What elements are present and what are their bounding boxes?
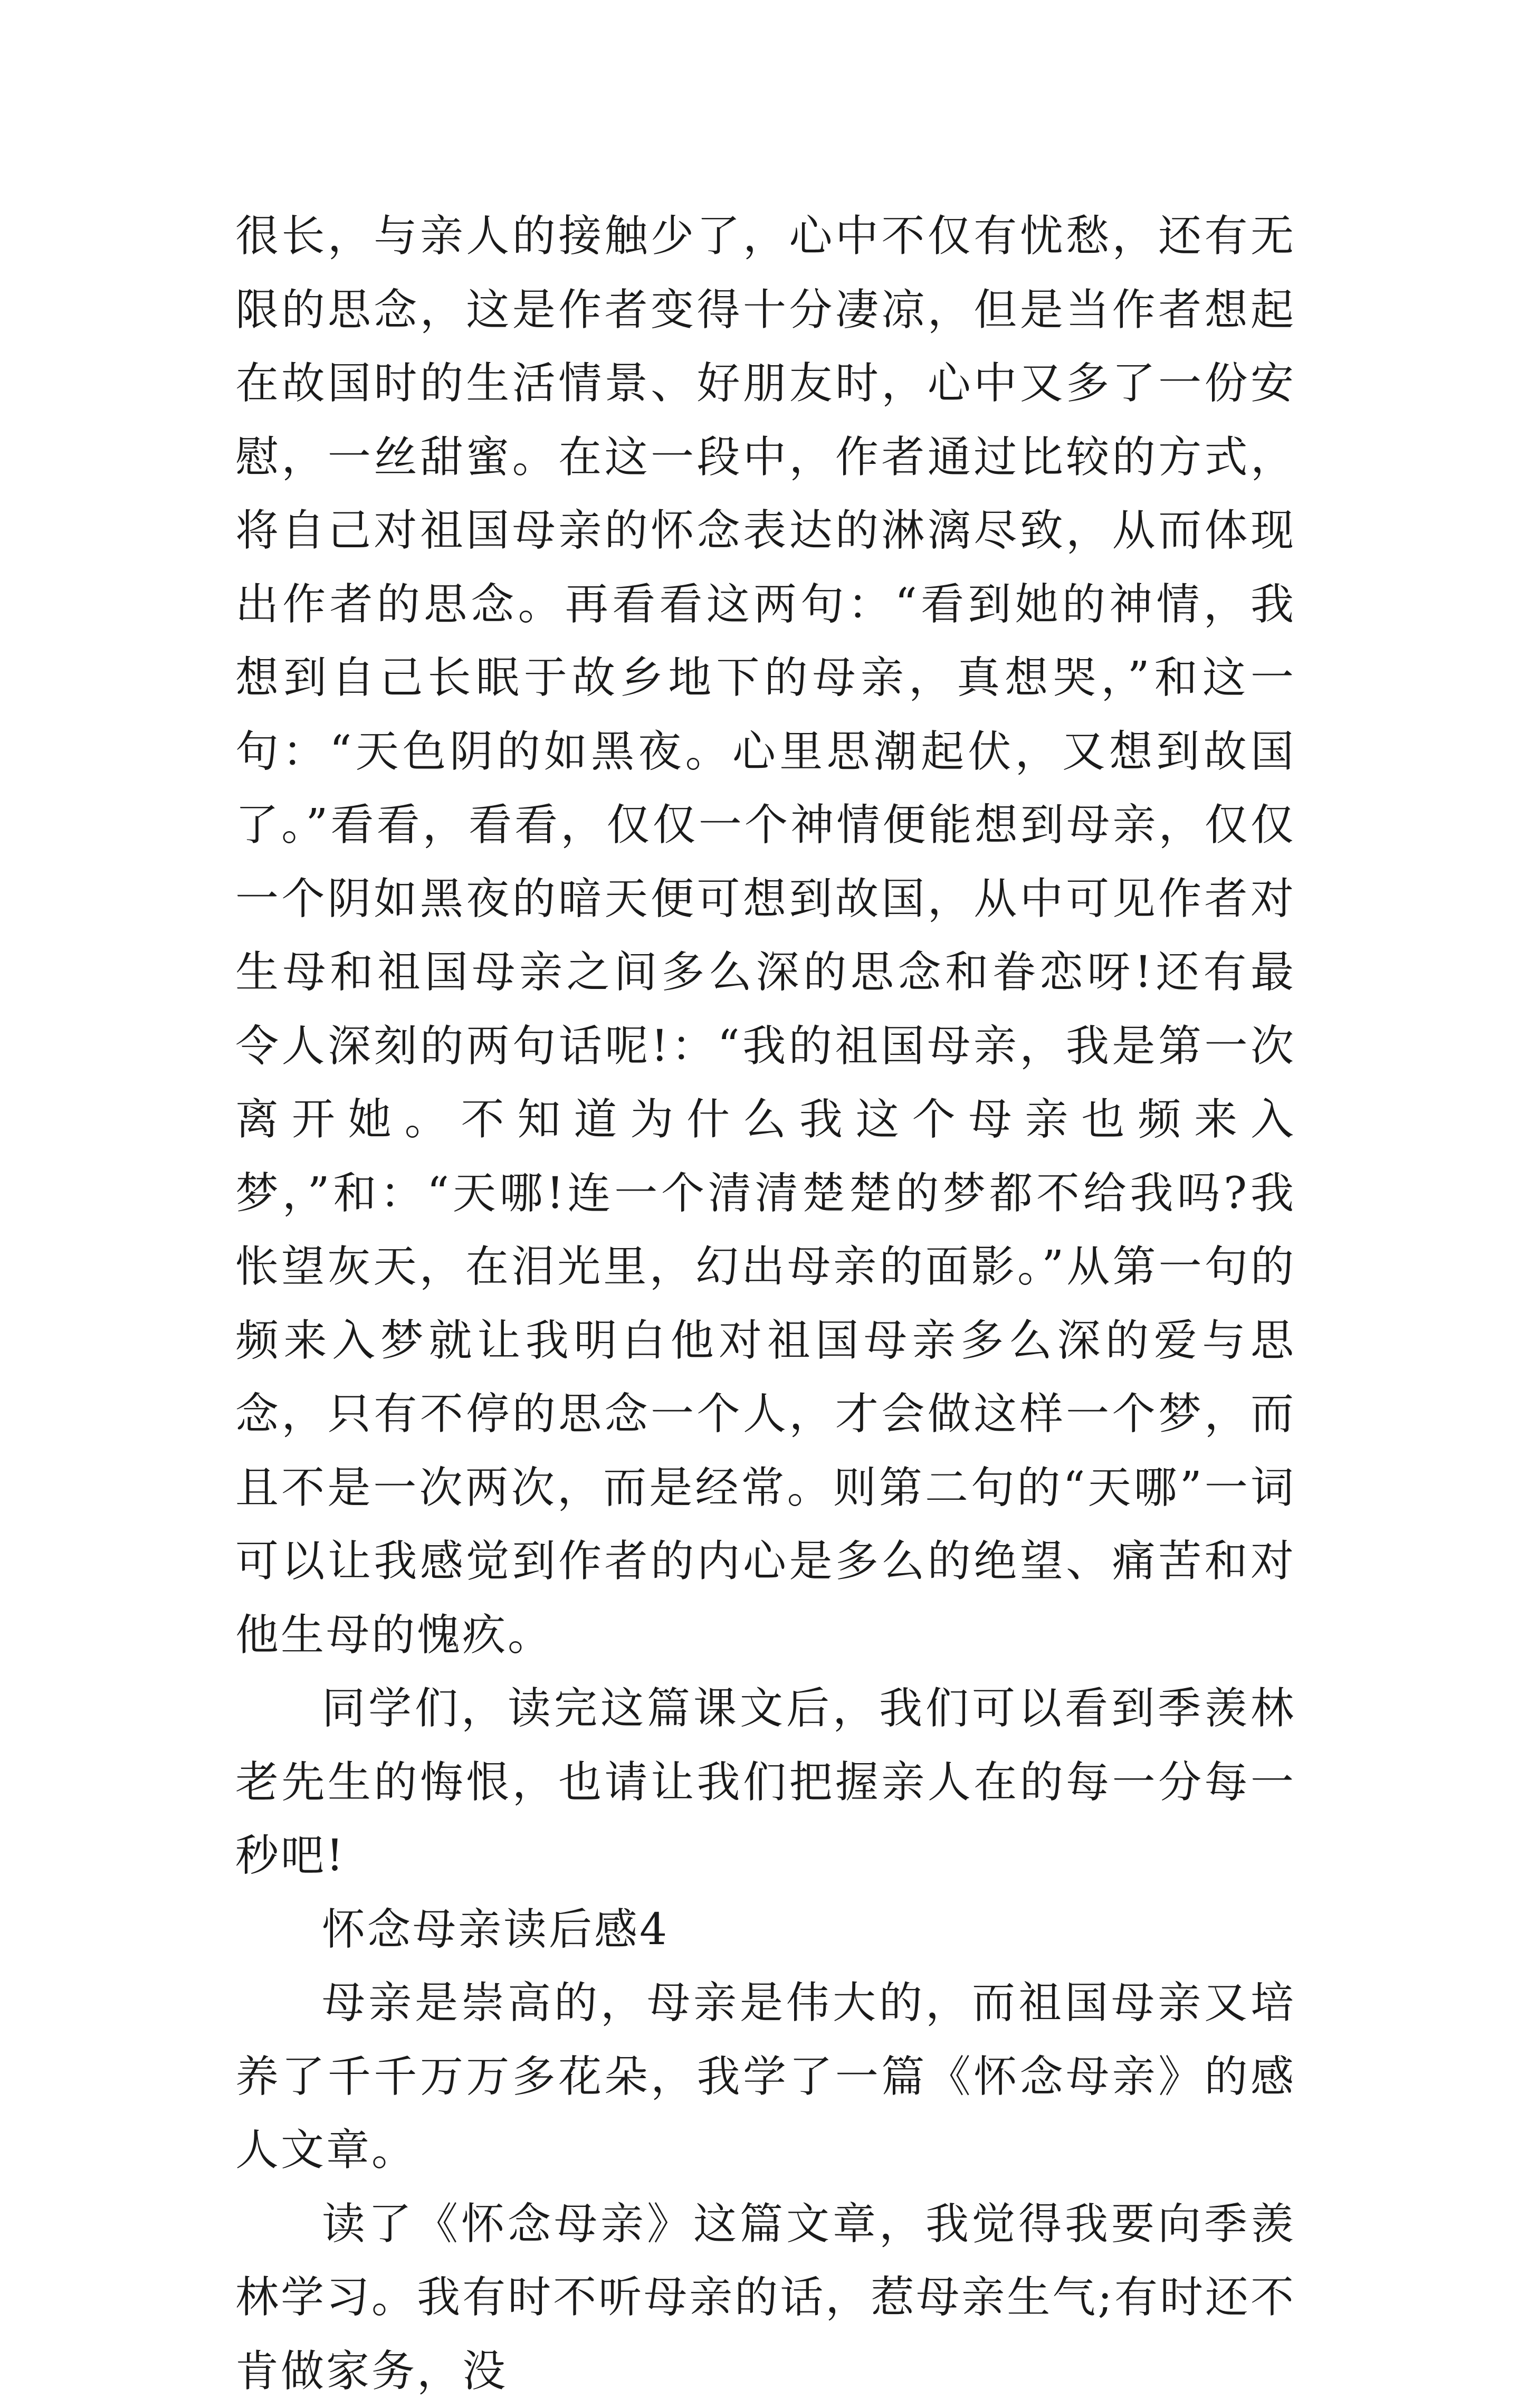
paragraph-reflection: 读了《怀念母亲》这篇文章，我觉得我要向季羡林学习。我有时不听母亲的话，惹母亲生气;有时还不肯做家务，没 bbox=[235, 2187, 1296, 2408]
paragraph-conclusion: 同学们，读完这篇课文后，我们可以看到季羡林老先生的悔恨，也请让我们把握亲人在的每一分每一秒吧! bbox=[235, 1672, 1296, 1893]
paragraph-continuation: 很长，与亲人的接触少了，心中不仅有忧愁，还有无限的思念，这是作者变得十分凄凉，但是当作者想起在故国时的生活情景、好朋友时，心中又多了一份安慰，一丝甜蜜。在这一段中，作者通过比较的方式，将自己对祖国母亲的怀念表达的淋漓尽致，从而体现出作者的思念。再看看这两句：“看到她的神情，我想到自己长眠于故乡地下的母亲，真想哭，”和这一句：“天色阴的如黑夜。心里思潮起伏，又想到故国了。”看看，看看，仅仅一个神情便能想到母亲，仅仅一个阴如黑夜的暗天便可想到故国，从中可见作者对生母和祖国母亲之间多么深的思念和眷恋呀!还有最令人深刻的两句话呢!：“我的祖国母亲，我是第一次离开她。不知道为什么我这个母亲也频来入梦，”和：“天哪!连一个清清楚楚的梦都不给我吗?我怅望灰天，在泪光里，幻出母亲的面影。”从第一句的频来入梦就让我明白他对祖国母亲多么深的爱与思念，只有不停的思念一个人，才会做这样一个梦，而且不是一次两次，而是经常。则第二句的“天哪”一词可以让我感觉到作者的内心是多么的绝望、痛苦和对他生母的愧疚。 bbox=[235, 199, 1296, 1672]
document-body bbox=[235, 199, 1296, 2408]
paragraph-intro: 母亲是崇高的，母亲是伟大的，而祖国母亲又培养了千千万万多花朵，我学了一篇《怀念母亲》的感人文章。 bbox=[235, 1966, 1296, 2187]
section-heading: 怀念母亲读后感4 bbox=[235, 1893, 1296, 1967]
